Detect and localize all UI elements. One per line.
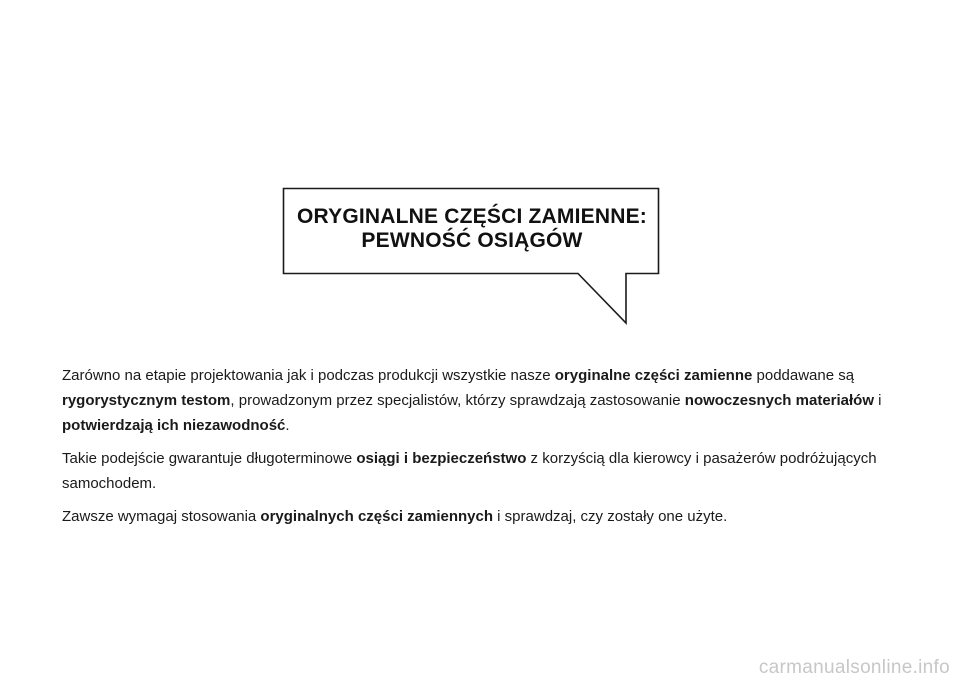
text-fragment: i sprawdzaj, czy zostały one użyte. (493, 508, 728, 525)
watermark: carmanualsonline.info (758, 657, 950, 678)
text-fragment: z korzyścią dla kierowcy i pasażerów podróżujących samochodem. (62, 450, 877, 492)
bold-fragment: oryginalnych części zamiennych (260, 508, 494, 525)
text-fragment: Takie podejście gwarantuje długoterminowe (62, 450, 357, 467)
text-fragment: . (285, 417, 290, 434)
paragraph-2 (62, 446, 902, 496)
text-fragment: Zawsze wymagaj stosowania (62, 508, 261, 525)
paragraph-1 (62, 363, 902, 438)
bold-fragment: potwierdzają ich niezawodność (62, 417, 286, 434)
title-line-1: ORYGINALNE CZĘŚCI ZAMIENNE: (297, 205, 647, 228)
page-title (286, 205, 658, 253)
text-fragment: poddawane są (752, 367, 855, 384)
bold-fragment: oryginalne części zamienne (554, 367, 753, 384)
title-line-2: PEWNOŚĆ OSIĄGÓW (361, 229, 583, 252)
text-fragment: i (874, 392, 882, 409)
speech-bubble (282, 187, 662, 327)
paragraph-3 (62, 504, 902, 529)
body-text (62, 363, 902, 537)
text-fragment: Zarówno na etapie projektowania jak i podczas produkcji wszystkie nasze (62, 367, 555, 384)
text-fragment: , prowadzonym przez specjalistów, którzy sprawdzają zastosowanie (230, 392, 685, 409)
bold-fragment: nowoczesnych materiałów (684, 392, 875, 409)
bold-fragment: rygorystycznym testom (62, 392, 231, 409)
bold-fragment: osiągi i bezpieczeństwo (356, 450, 527, 467)
